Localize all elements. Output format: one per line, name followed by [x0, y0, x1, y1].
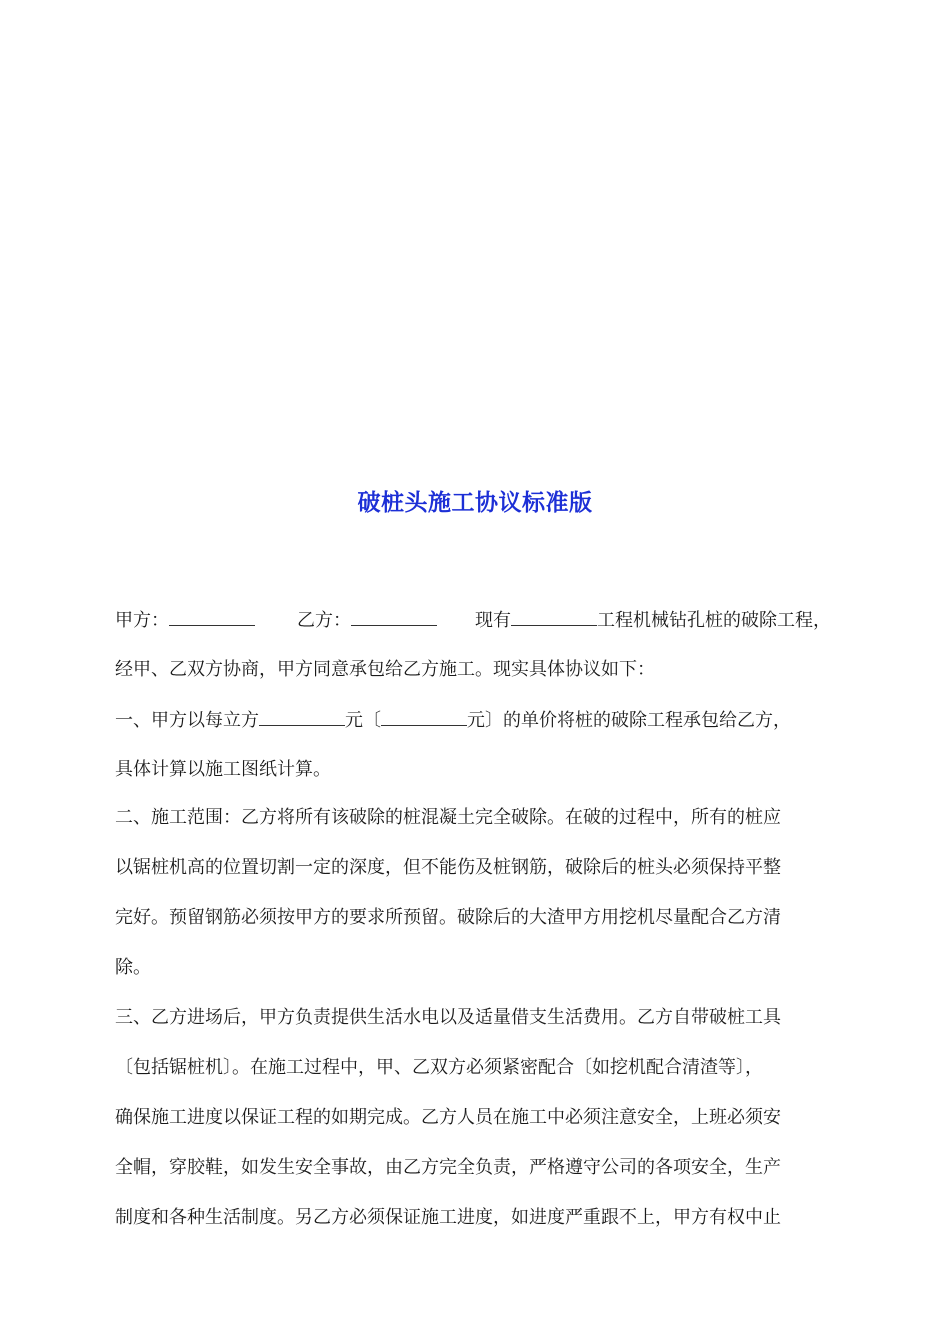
paragraph-line: 经甲、乙双方协商，甲方同意承包给乙方施工。现实具体协议如下：	[115, 659, 655, 680]
party-a-label: 甲方：	[115, 610, 169, 631]
unit-price-blank	[259, 707, 345, 726]
party-b-label: 乙方：	[297, 610, 351, 631]
paragraph-line: 全帽，穿胶鞋，如发生安全事故，由乙方完全负责，严格遵守公司的各项安全，生产	[115, 1157, 781, 1178]
document-title: 破桩头施工协议标准版	[357, 489, 593, 516]
paragraph-line: 除。	[115, 957, 151, 978]
paragraph-line: 〔包括锯桩机〕。在施工过程中，甲、乙双方必须紧密配合〔如挖机配合清渣等〕，	[115, 1057, 763, 1078]
clause-one-line	[115, 707, 791, 734]
party-b-blank	[351, 607, 437, 626]
clause-one-suffix: 元〕的单价将桩的破除工程承包给乙方，	[467, 710, 791, 731]
paragraph-line: 以锯桩机高的位置切割一定的深度，但不能伤及桩钢筋，破除后的桩头必须保持平整	[115, 857, 781, 878]
paragraph-line: 具体计算以施工图纸计算。	[115, 759, 331, 780]
paragraph-line: 完好。预留钢筋必须按甲方的要求所预留。破除后的大渣甲方用挖机尽量配合乙方清	[115, 907, 781, 928]
paragraph-line: 确保施工进度以保证工程的如期完成。乙方人员在施工中必须注意安全，上班必须安	[115, 1107, 781, 1128]
party-a-blank	[169, 607, 255, 626]
parties-line	[115, 607, 831, 634]
unit-price-words-blank	[381, 707, 467, 726]
clause-one-prefix: 一、甲方以每立方	[115, 710, 259, 731]
paragraph-line: 二、施工范围：乙方将所有该破除的桩混凝土完全破除。在破的过程中，所有的桩应	[115, 807, 781, 828]
intro-prefix: 现有	[475, 610, 511, 631]
intro-suffix: 工程机械钻孔桩的破除工程，	[597, 610, 831, 631]
paragraph-line: 三、乙方进场后，甲方负责提供生活水电以及适量借支生活费用。乙方自带破桩工具	[115, 1007, 781, 1028]
project-name-blank	[511, 607, 597, 626]
paragraph-line: 制度和各种生活制度。另乙方必须保证施工进度，如进度严重跟不上，甲方有权中止	[115, 1207, 781, 1228]
clause-one-middle: 元〔	[345, 710, 381, 731]
